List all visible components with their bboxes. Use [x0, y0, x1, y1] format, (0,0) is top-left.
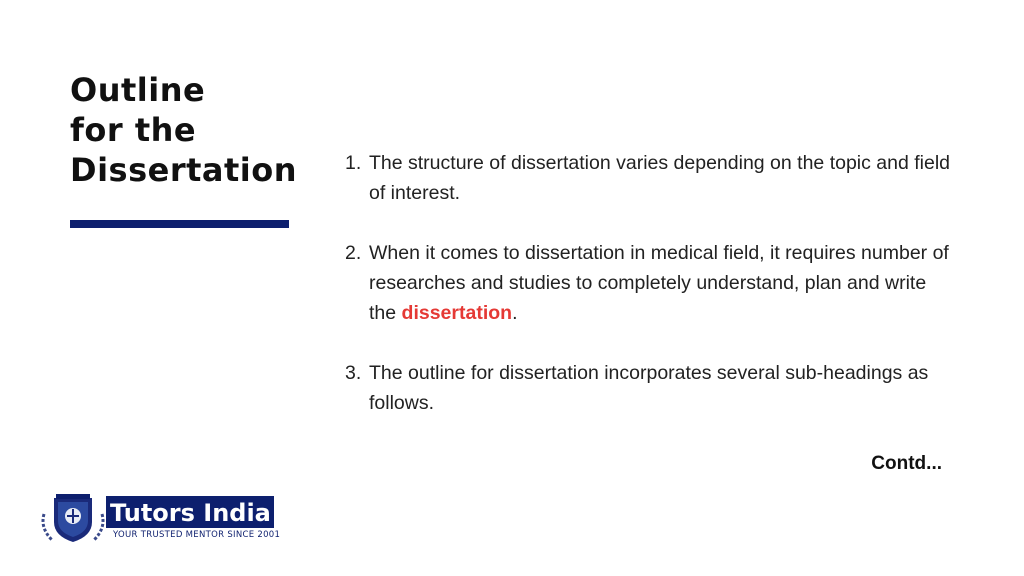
point-text	[369, 238, 955, 328]
point-text: The outline for dissertation incorporates several sub-headings as follows.	[369, 362, 929, 414]
list-item	[345, 358, 955, 418]
title-underline-bar	[70, 220, 289, 228]
logo-name: Tutors India	[110, 499, 271, 527]
title-line-3: Dissertation	[70, 151, 298, 189]
page-title	[70, 70, 297, 190]
points-list	[345, 148, 955, 448]
list-item	[345, 238, 955, 328]
point-number: 2.	[345, 242, 362, 264]
point-number: 1.	[345, 152, 362, 174]
list-item	[345, 148, 955, 208]
contd-label: Contd...	[871, 453, 942, 474]
dissertation-link[interactable]: dissertation	[401, 302, 513, 324]
point-number: 3.	[345, 362, 362, 384]
title-line-1: Outline	[70, 71, 206, 109]
point-text-end: .	[512, 302, 518, 324]
logo-tagline: YOUR TRUSTED MENTOR SINCE 2001	[113, 530, 281, 540]
point-text-start: When it comes to dissertation in medical field, it requires number of researches and studies to completely understand, plan and write the	[369, 242, 949, 324]
title-line-2: for the	[70, 111, 197, 149]
point-text: The structure of dissertation varies depending on the topic and field of interest.	[369, 152, 951, 204]
shield-laurel-icon	[43, 494, 103, 542]
